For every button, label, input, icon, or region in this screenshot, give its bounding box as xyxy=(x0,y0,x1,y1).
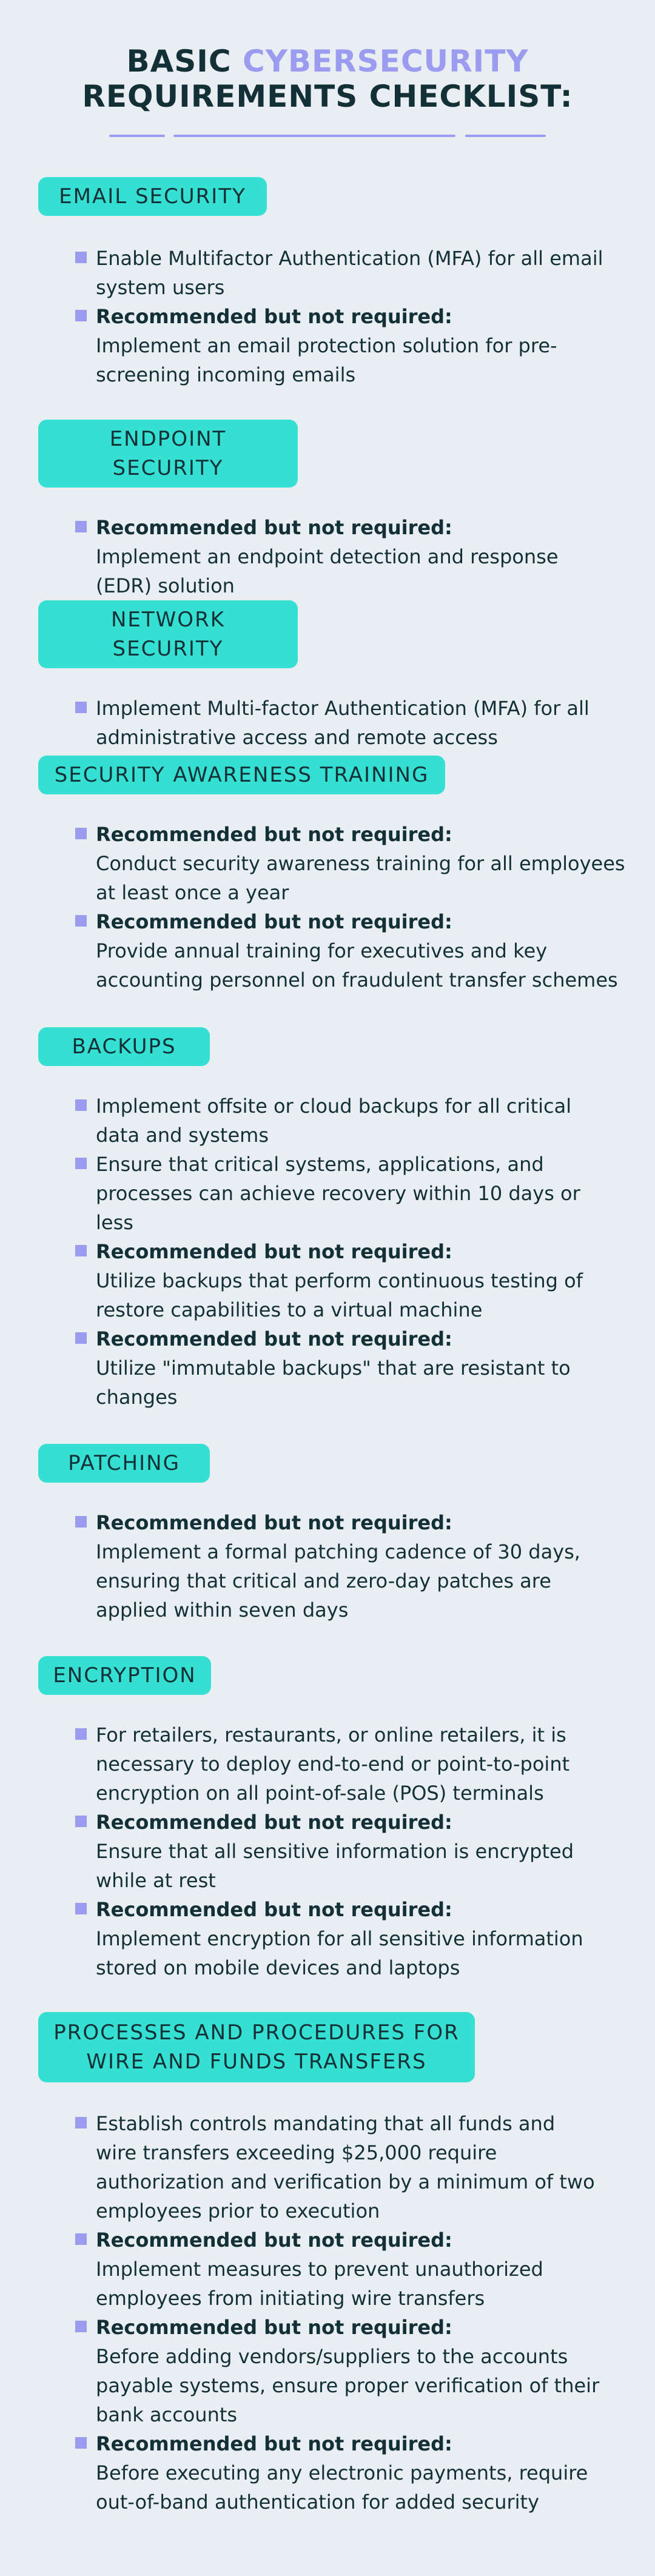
recommended-label: Recommended but not required: xyxy=(96,305,452,328)
section-security-awareness-training xyxy=(38,756,639,995)
bullet-square-icon xyxy=(75,828,87,839)
section-email-security xyxy=(38,177,639,389)
bullet-square-icon xyxy=(75,702,87,713)
bullet-square-icon xyxy=(75,915,87,927)
bullet-square-icon xyxy=(75,2437,87,2449)
list-item xyxy=(38,1237,639,1324)
title-line-1 xyxy=(0,44,655,79)
item-line: employees prior to execution xyxy=(96,2199,380,2222)
item-line: while at rest xyxy=(96,1869,216,1892)
recommended-label: Recommended but not required: xyxy=(96,1240,452,1263)
item-line: Enable Multifactor Authentication (MFA) for all email xyxy=(96,247,603,270)
title-accent: CYBERSECURITY xyxy=(242,44,529,79)
item-line: applied within seven days xyxy=(96,1598,349,1622)
item-line: Implement encryption for all sensitive information xyxy=(96,1927,583,1950)
item-line: at least once a year xyxy=(96,881,289,904)
list-item xyxy=(38,820,639,907)
item-line: Implement an email protection solution for pre- xyxy=(96,334,557,357)
item-line: Implement Multi-factor Authentication (MFA) for all xyxy=(96,697,590,720)
section-heading: PATCHING xyxy=(38,1444,210,1483)
title-part-1: BASIC xyxy=(126,44,243,79)
item-line: data and systems xyxy=(96,1124,269,1147)
list-item xyxy=(38,1720,639,1808)
item-line: screening incoming emails xyxy=(96,363,356,386)
item-line: Conduct security awareness training for all employees xyxy=(96,852,625,875)
item-line: changes xyxy=(96,1386,178,1409)
item-line: bank accounts xyxy=(96,2403,238,2426)
list-item xyxy=(38,2313,639,2429)
bullet-square-icon xyxy=(75,1099,87,1111)
list-item xyxy=(38,694,639,752)
item-line: Utilize "immutable backups" that are resistant to xyxy=(96,1357,571,1380)
list-item xyxy=(38,2109,639,2225)
recommended-label: Recommended but not required: xyxy=(96,2432,452,2455)
list-item xyxy=(38,302,639,389)
bullet-square-icon xyxy=(75,1516,87,1528)
item-line: accounting personnel on fraudulent transfer schemes xyxy=(96,968,618,991)
item-line: Before adding vendors/suppliers to the accounts xyxy=(96,2345,568,2368)
section-network-security xyxy=(38,600,639,752)
recommended-label: Recommended but not required: xyxy=(96,516,452,539)
item-line: administrative access and remote access xyxy=(96,726,498,749)
item-line: less xyxy=(96,1211,133,1234)
bullet-square-icon xyxy=(75,1816,87,1827)
section-endpoint-security xyxy=(38,420,639,600)
list-item xyxy=(38,244,639,302)
list-item xyxy=(38,907,639,995)
list-item xyxy=(38,1092,639,1150)
recommended-label: Recommended but not required: xyxy=(96,1811,452,1834)
item-line: ensuring that critical and zero-day patches are xyxy=(96,1569,551,1592)
section-heading: ENCRYPTION xyxy=(38,1656,211,1695)
recommended-label: Recommended but not required: xyxy=(96,1511,452,1534)
section-wire-funds-transfers xyxy=(38,2012,639,2517)
section-heading: SECURITY AWARENESS TRAINING xyxy=(38,756,445,794)
item-line: system users xyxy=(96,276,225,299)
bullet-square-icon xyxy=(75,1245,87,1256)
item-line: processes can achieve recovery within 10 days or xyxy=(96,1182,580,1205)
item-line: Implement an endpoint detection and response xyxy=(96,545,559,568)
item-line: Establish controls mandating that all funds and xyxy=(96,2112,556,2135)
item-line: Implement offsite or cloud backups for all critical xyxy=(96,1095,572,1118)
bullet-square-icon xyxy=(75,2233,87,2245)
bullet-square-icon xyxy=(75,310,87,321)
list-item xyxy=(38,1808,639,1895)
item-line: Ensure that critical systems, applications, and xyxy=(96,1153,544,1176)
list-item xyxy=(38,2429,639,2517)
list-item xyxy=(38,1508,639,1625)
list-item xyxy=(38,1150,639,1237)
bullet-square-icon xyxy=(75,1332,87,1344)
item-line: necessary to deploy end-to-end or point-to-point xyxy=(96,1753,570,1776)
section-heading-line: WIRE AND FUNDS TRANSFERS xyxy=(86,2050,427,2074)
recommended-label: Recommended but not required: xyxy=(96,1898,452,1921)
list-item xyxy=(38,1895,639,1982)
item-line: Before executing any electronic payments, require xyxy=(96,2461,588,2484)
title-divider-left xyxy=(109,135,165,137)
item-line: out-of-band authentication for added security xyxy=(96,2490,540,2514)
recommended-label: Recommended but not required: xyxy=(96,1327,452,1350)
section-patching xyxy=(38,1444,639,1625)
title-line-2: REQUIREMENTS CHECKLIST: xyxy=(82,79,573,114)
section-heading: ENDPOINT SECURITY xyxy=(38,420,298,488)
section-heading: NETWORK SECURITY xyxy=(38,600,298,668)
list-item xyxy=(38,1324,639,1412)
bullet-square-icon xyxy=(75,2321,87,2332)
item-line: Provide annual training for executives and key xyxy=(96,939,548,962)
section-heading-line: PROCESSES AND PROCEDURES FOR xyxy=(53,2021,460,2045)
recommended-label: Recommended but not required: xyxy=(96,910,452,933)
item-line: Implement a formal patching cadence of 30 days, xyxy=(96,1540,580,1563)
item-line: restore capabilities to a virtual machine xyxy=(96,1298,483,1321)
item-line: authorization and verification by a minimum of two xyxy=(96,2170,595,2193)
item-line: Utilize backups that perform continuous testing of xyxy=(96,1269,583,1292)
page-title xyxy=(0,44,655,114)
section-heading: BACKUPS xyxy=(38,1027,210,1066)
item-line: wire transfers exceeding $25,000 require xyxy=(96,2141,497,2164)
item-line: payable systems, ensure proper verification of their xyxy=(96,2374,600,2397)
list-item xyxy=(38,2225,639,2313)
title-divider-right xyxy=(465,135,546,137)
title-divider-center xyxy=(173,135,455,137)
section-encryption xyxy=(38,1656,639,1982)
item-line: (EDR) solution xyxy=(96,574,235,597)
bullet-square-icon xyxy=(75,521,87,532)
recommended-label: Recommended but not required: xyxy=(96,2316,452,2339)
bullet-square-icon xyxy=(75,1728,87,1740)
item-line: Ensure that all sensitive information is encrypted xyxy=(96,1840,574,1863)
item-line: employees from initiating wire transfers xyxy=(96,2287,485,2310)
section-heading: EMAIL SECURITY xyxy=(38,177,267,216)
bullet-square-icon xyxy=(75,1158,87,1169)
item-line: stored on mobile devices and laptops xyxy=(96,1956,460,1979)
list-item xyxy=(38,513,639,600)
bullet-square-icon xyxy=(75,1903,87,1914)
bullet-square-icon xyxy=(75,2117,87,2128)
item-line: encryption on all point-of-sale (POS) terminals xyxy=(96,1782,544,1805)
bullet-square-icon xyxy=(75,252,87,263)
section-backups xyxy=(38,1027,639,1412)
item-line: Implement measures to prevent unauthorized xyxy=(96,2258,543,2281)
item-line: For retailers, restaurants, or online retailers, it is xyxy=(96,1723,566,1746)
recommended-label: Recommended but not required: xyxy=(96,2229,452,2252)
recommended-label: Recommended but not required: xyxy=(96,823,452,846)
section-heading xyxy=(38,2012,475,2082)
